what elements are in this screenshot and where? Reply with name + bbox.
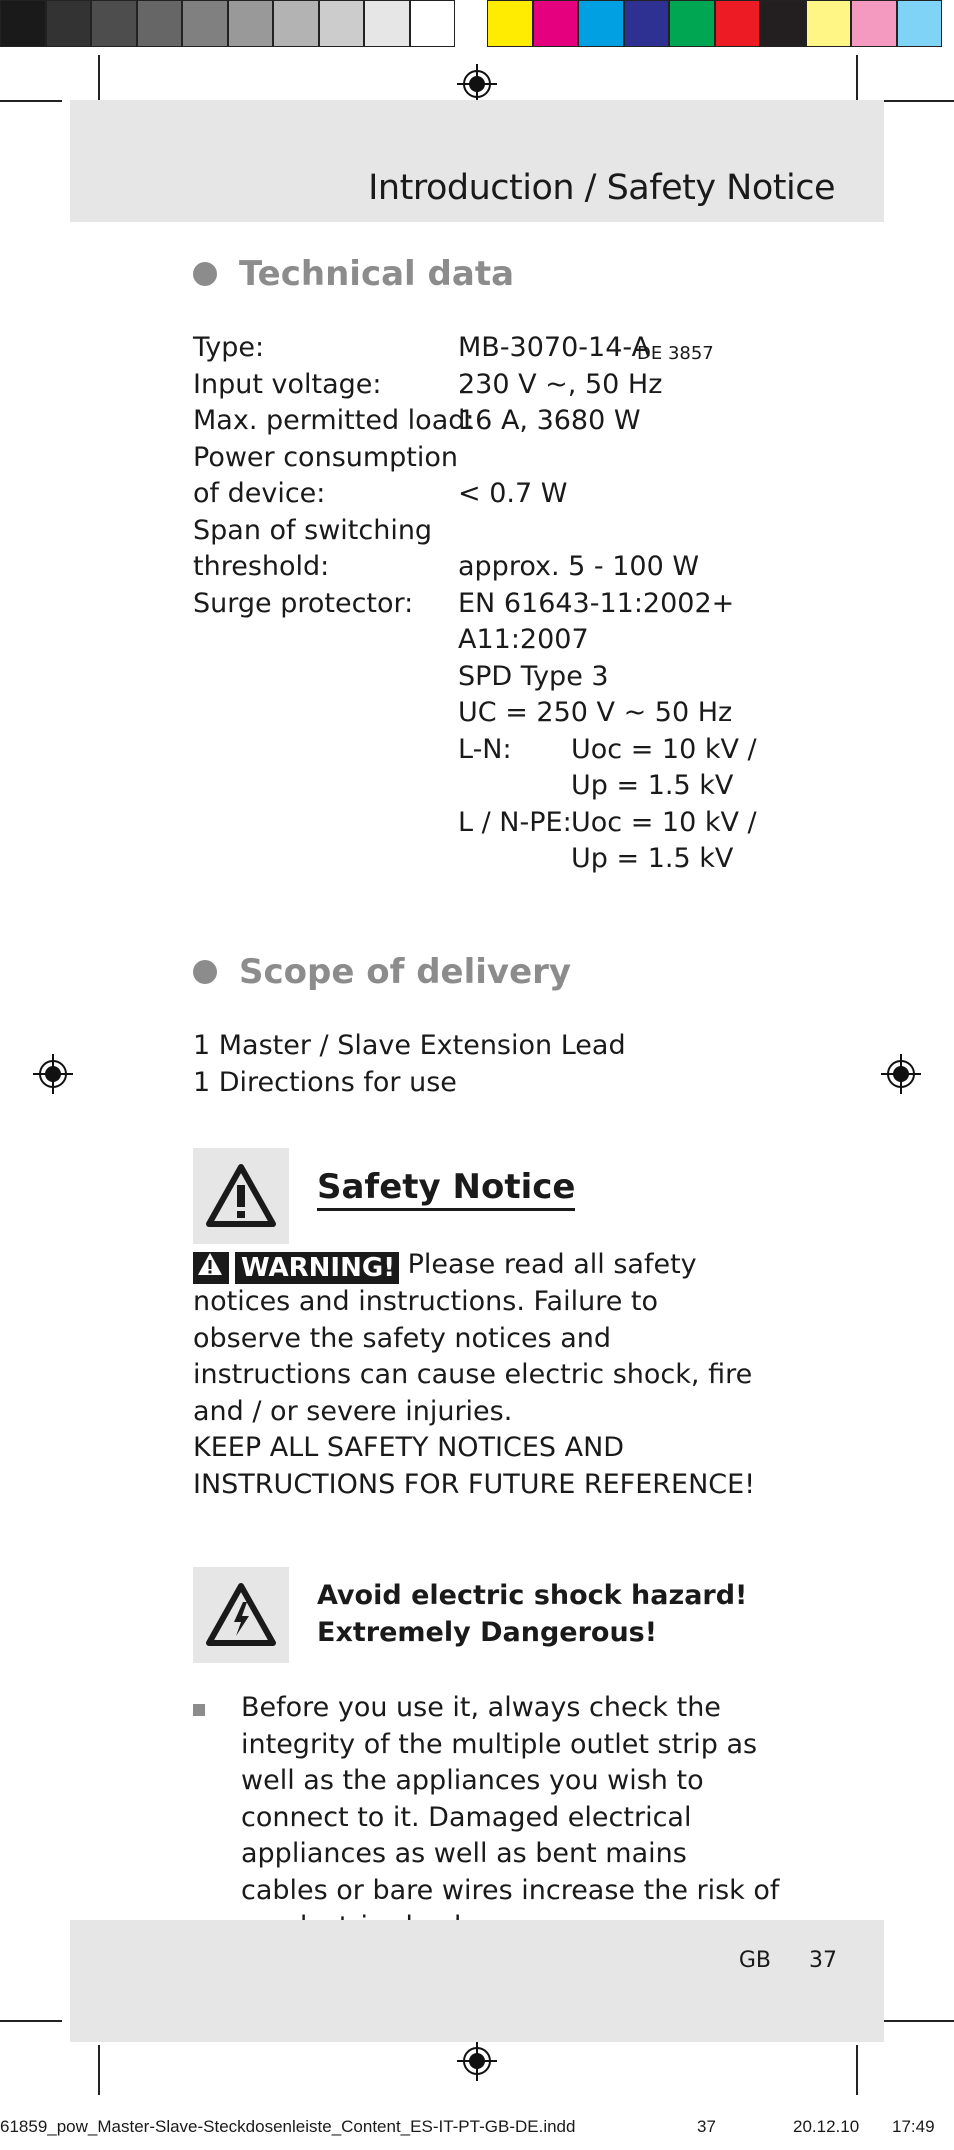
warning-badge-divider [229,1252,235,1284]
color-swatch [715,0,761,47]
spec-value: 230 V ~, 50 Hz [458,368,663,400]
section-bullet-icon [193,960,217,984]
spec-label: of device: [193,478,326,509]
spec-value: MB-3070-14-A [458,332,650,363]
spec-value: L-N: [458,733,512,765]
footer-page-number: 37 [809,1948,837,1973]
square-bullet-icon [193,1704,205,1716]
scope-heading-text: Scope of delivery [239,952,572,992]
spec-label: Input voltage: [193,368,382,400]
registration-mark-icon [457,64,497,104]
warning-badge-triangle-icon [197,1250,223,1287]
scope-item: 1 Directions for use [193,1066,457,1098]
slug-date: 20.12.10 [793,2117,860,2136]
spec-label: Span of switching [193,514,433,546]
crop-mark [876,100,954,102]
spec-value: UC = 250 V ~ 50 Hz [458,697,733,728]
page-footer [739,1948,837,1973]
color-swatch [228,0,274,47]
color-swatch [760,0,806,47]
spec-value-secondary: Up = 1.5 kV [571,770,734,801]
color-swatch [487,0,533,47]
print-color-bar [0,0,942,50]
color-swatch [578,0,624,47]
electric-shock-heading [317,1578,747,1651]
registration-mark-icon [33,1054,73,1094]
color-swatch [273,0,319,47]
crop-mark [0,100,62,102]
spec-value-secondary: Uoc = 10 kV / [571,733,757,765]
slug-time: 17:49 [892,2117,935,2136]
warning-text: Please read all safety notices and instructions. Failure to observe the safety notices and instructions can cause electric shock, fire and / or severe injuries. [193,1249,753,1427]
color-swatch [410,0,456,47]
section-bullet-icon [193,262,217,286]
color-swatch [91,0,137,47]
page-title: Introduction / Safety Notice [368,168,835,208]
color-swatch [182,0,228,47]
crop-mark [876,2020,954,2022]
registration-mark-icon [457,2041,497,2081]
color-swatch [319,0,365,47]
keep-notice [193,1430,773,1503]
color-swatch [851,0,897,47]
spec-value: EN 61643-11:2002+ [458,587,735,619]
warning-badge-text: WARNING! [241,1253,396,1283]
electric-shock-line: Extremely Dangerous! [317,1616,658,1648]
spec-label: Max. permitted load: [193,405,475,436]
warning-badge [193,1252,399,1284]
color-swatch [669,0,715,47]
warning-triangle-icon [205,1163,277,1229]
electric-hazard-icon [205,1582,277,1648]
registration-mark-icon [881,1054,921,1094]
slug-filename: 61859_pow_Master-Slave-Steckdosenleiste_Content_ES-IT-PT-GB-DE.indd [0,2117,576,2136]
scope-heading [193,952,571,992]
spec-label: Power consumption [193,441,459,473]
spec-label: Surge protector: [193,587,414,619]
color-swatch [0,0,46,47]
color-swatch [137,0,183,47]
keep-notice-line: INSTRUCTIONS FOR FUTURE REFERENCE! [193,1468,756,1500]
scope-item: 1 Master / Slave Extension Lead [193,1030,626,1061]
electric-hazard-icon-box [193,1567,289,1663]
crop-mark [98,2045,100,2095]
spec-value-secondary: Up = 1.5 kV [571,843,734,874]
scope-list [193,1028,626,1101]
safety-notice-heading: Safety Notice [317,1168,575,1211]
spec-value: A11:2007 [458,624,589,655]
crop-mark [856,55,858,105]
spec-value-secondary: Uoc = 10 kV / [571,806,757,838]
color-swatch [46,0,92,47]
page-header-band [70,100,884,222]
spec-label: threshold: [193,551,330,582]
color-swatch [364,0,410,47]
warning-paragraph [193,1247,773,1430]
crop-mark [98,55,100,105]
spec-value: L / N-PE: [458,806,572,838]
list-item-text: Before you use it, always check the integrity of the multiple outlet strip as well as the appliances you wish to connect to it. Damaged electrical appliances as well as bent mains cables or bare wires increase the risk of [241,1692,780,1906]
keep-notice-line: KEEP ALL SAFETY NOTICES AND [193,1432,625,1463]
footer-language: GB [738,1948,771,1973]
crop-mark [856,2045,858,2095]
technical-data-heading-text: Technical data [239,254,515,294]
crop-mark [0,2020,62,2022]
electric-shock-line: Avoid electric shock hazard! [317,1580,748,1611]
spec-value: < 0.7 W [458,478,568,509]
spec-value: approx. 5 - 100 W [458,551,700,582]
spec-value: 16 A, 3680 W [458,405,641,436]
warning-icon-box [193,1148,289,1244]
spec-label: Type: [193,332,265,363]
color-swatch [533,0,579,47]
slug-page: 37 [697,2117,716,2136]
color-swatch [806,0,852,47]
page-footer-band [70,1920,884,2042]
color-swatch [897,0,943,47]
color-swatch [624,0,670,47]
spec-value-suffix: DE 3857 [637,343,714,364]
spec-value: SPD Type 3 [458,660,609,692]
technical-data-heading [193,254,514,294]
